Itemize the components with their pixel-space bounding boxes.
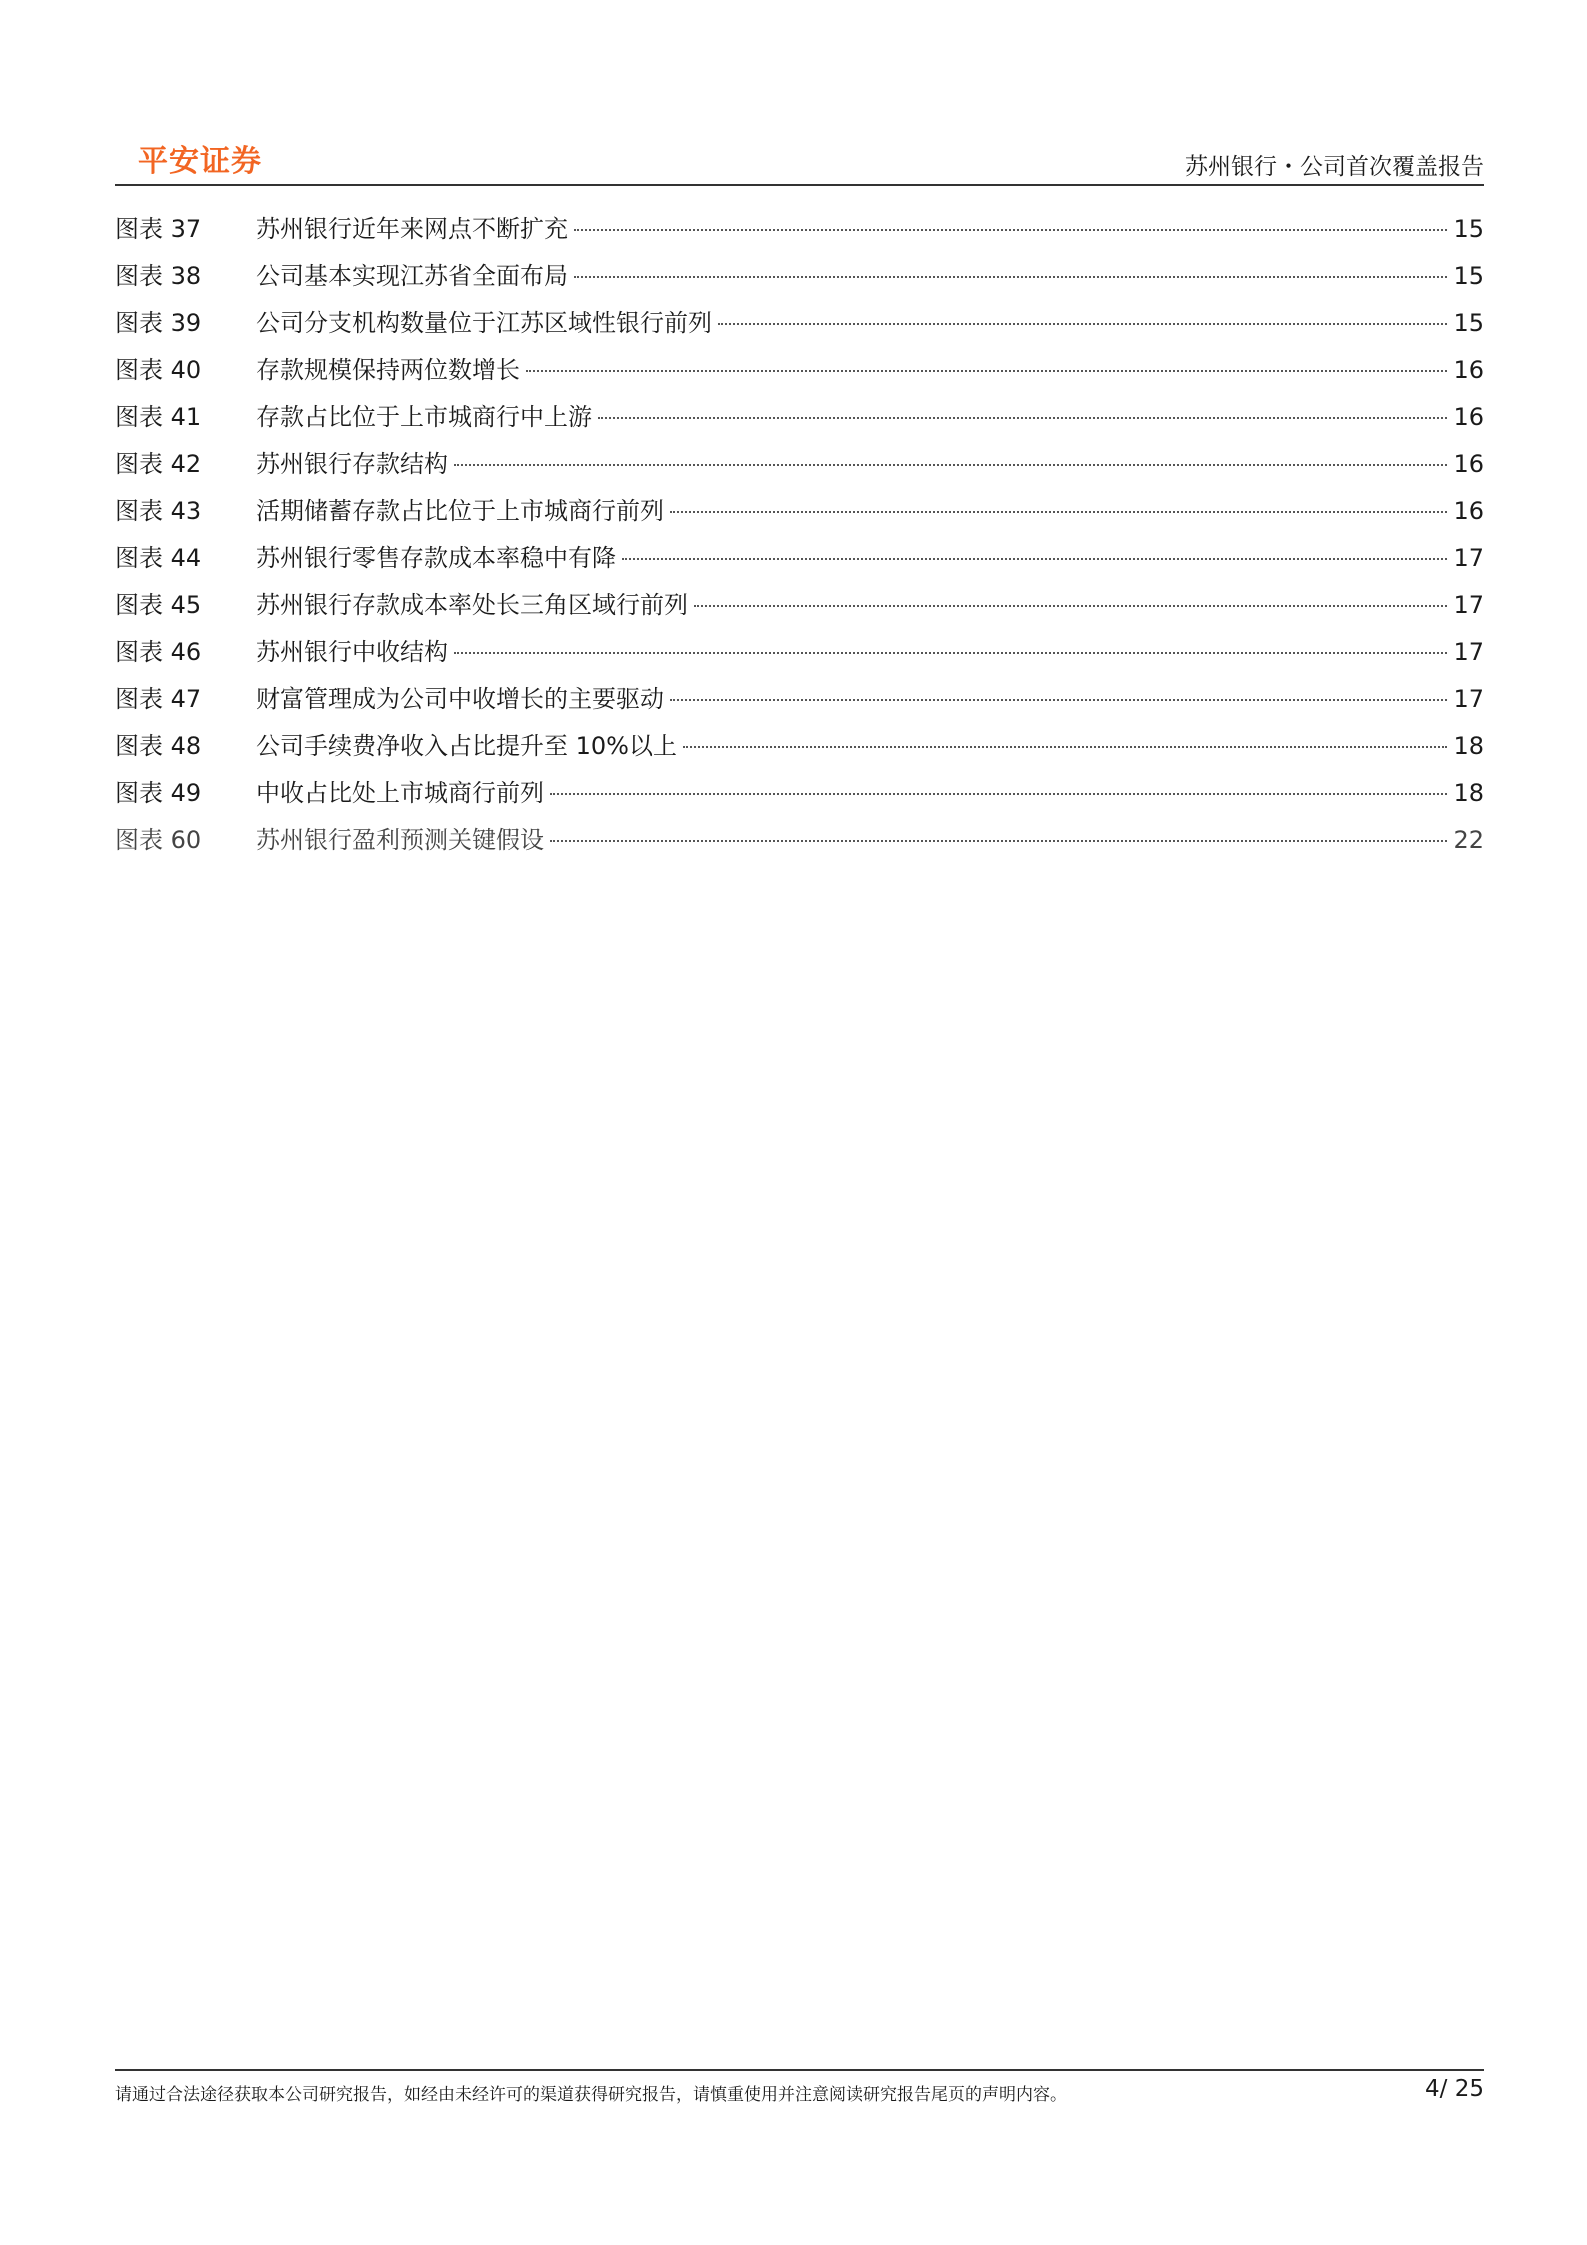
- toc-figure-label: 图表 41: [115, 403, 202, 431]
- toc-entry[interactable]: [115, 206, 1484, 253]
- toc-leader-dots: [683, 746, 1447, 748]
- toc-page-number[interactable]: 16: [1453, 497, 1484, 525]
- toc-figure-label: 图表 43: [115, 497, 202, 525]
- toc-figure-label: 图表 46: [115, 638, 202, 666]
- report-title: 苏州银行・公司首次覆盖报告: [1185, 154, 1484, 180]
- header-divider: [115, 184, 1484, 186]
- footer-disclaimer: 请通过合法途径获取本公司研究报告，如经由未经许可的渠道获得研究报告，请慎重使用并注意阅读研究报告尾页的声明内容。: [115, 2085, 1067, 2105]
- toc-figure-title[interactable]: 财富管理成为公司中收增长的主要驱动: [256, 685, 664, 713]
- footer-divider: [115, 2069, 1484, 2071]
- toc-figure-title[interactable]: 苏州银行盈利预测关键假设: [256, 826, 544, 854]
- toc-entry[interactable]: [115, 582, 1484, 629]
- toc-figure-label: 图表 45: [115, 591, 202, 619]
- toc-entry[interactable]: [115, 676, 1484, 723]
- toc-leader-dots: [622, 558, 1447, 560]
- toc-page-number[interactable]: 17: [1453, 591, 1484, 619]
- toc-entry[interactable]: [115, 488, 1484, 535]
- toc-leader-dots: [718, 323, 1447, 325]
- toc-figure-title[interactable]: 苏州银行存款成本率处长三角区域行前列: [256, 591, 688, 619]
- toc-page-number[interactable]: 16: [1453, 450, 1484, 478]
- page-indicator: 4/ 25: [1425, 2076, 1484, 2102]
- toc-figure-title[interactable]: 苏州银行零售存款成本率稳中有降: [256, 544, 616, 572]
- brand-logo: 平安证券: [138, 144, 262, 179]
- toc-entry[interactable]: [115, 535, 1484, 582]
- toc-figure-title[interactable]: 苏州银行近年来网点不断扩充: [256, 215, 568, 243]
- toc-figure-label: 图表 40: [115, 356, 202, 384]
- toc-figure-label: 图表 60: [115, 826, 202, 854]
- toc-page-number[interactable]: 15: [1453, 262, 1484, 290]
- toc-figure-label: 图表 44: [115, 544, 202, 572]
- toc-leader-dots: [550, 840, 1447, 842]
- toc-figure-title[interactable]: 活期储蓄存款占比位于上市城商行前列: [256, 497, 664, 525]
- toc-figure-title[interactable]: 公司基本实现江苏省全面布局: [256, 262, 568, 290]
- toc-page-number[interactable]: 16: [1453, 403, 1484, 431]
- toc-entry[interactable]: [115, 629, 1484, 676]
- toc-figure-label: 图表 39: [115, 309, 202, 337]
- toc-page-number[interactable]: 17: [1453, 638, 1484, 666]
- toc-figure-title[interactable]: 存款规模保持两位数增长: [256, 356, 520, 384]
- toc-figure-title[interactable]: 中收占比处上市城商行前列: [256, 779, 544, 807]
- toc-leader-dots: [574, 276, 1447, 278]
- toc-leader-dots: [550, 793, 1447, 795]
- toc-page-number[interactable]: 18: [1453, 732, 1484, 760]
- toc-figure-title[interactable]: 公司分支机构数量位于江苏区域性银行前列: [256, 309, 712, 337]
- toc-entry[interactable]: [115, 770, 1484, 817]
- toc-figure-label: 图表 48: [115, 732, 202, 760]
- toc-figure-title[interactable]: 公司手续费净收入占比提升至 10%以上: [256, 732, 677, 760]
- toc-leader-dots: [598, 417, 1447, 419]
- toc-leader-dots: [574, 229, 1447, 231]
- toc-page-number[interactable]: 18: [1453, 779, 1484, 807]
- toc-entry[interactable]: [115, 817, 1484, 864]
- toc-figure-title[interactable]: 苏州银行存款结构: [256, 450, 448, 478]
- toc-entry[interactable]: [115, 394, 1484, 441]
- toc-entry[interactable]: [115, 253, 1484, 300]
- toc-leader-dots: [454, 464, 1447, 466]
- toc-leader-dots: [694, 605, 1447, 607]
- toc-figure-label: 图表 47: [115, 685, 202, 713]
- toc-leader-dots: [670, 511, 1447, 513]
- toc-leader-dots: [526, 370, 1447, 372]
- toc-entry[interactable]: [115, 723, 1484, 770]
- toc-page-number[interactable]: 17: [1453, 685, 1484, 713]
- toc-figure-label: 图表 37: [115, 215, 202, 243]
- toc-entry[interactable]: [115, 347, 1484, 394]
- toc-page-number[interactable]: 17: [1453, 544, 1484, 572]
- toc-leader-dots: [454, 652, 1447, 654]
- table-of-figures: [115, 206, 1484, 864]
- toc-figure-label: 图表 42: [115, 450, 202, 478]
- toc-page-number[interactable]: 15: [1453, 215, 1484, 243]
- toc-figure-title[interactable]: 苏州银行中收结构: [256, 638, 448, 666]
- toc-figure-title[interactable]: 存款占比位于上市城商行中上游: [256, 403, 592, 431]
- toc-entry[interactable]: [115, 300, 1484, 347]
- toc-figure-label: 图表 38: [115, 262, 202, 290]
- toc-page-number[interactable]: 16: [1453, 356, 1484, 384]
- toc-figure-label: 图表 49: [115, 779, 202, 807]
- toc-page-number[interactable]: 15: [1453, 309, 1484, 337]
- toc-entry[interactable]: [115, 441, 1484, 488]
- toc-page-number[interactable]: 22: [1453, 826, 1484, 854]
- toc-leader-dots: [670, 699, 1447, 701]
